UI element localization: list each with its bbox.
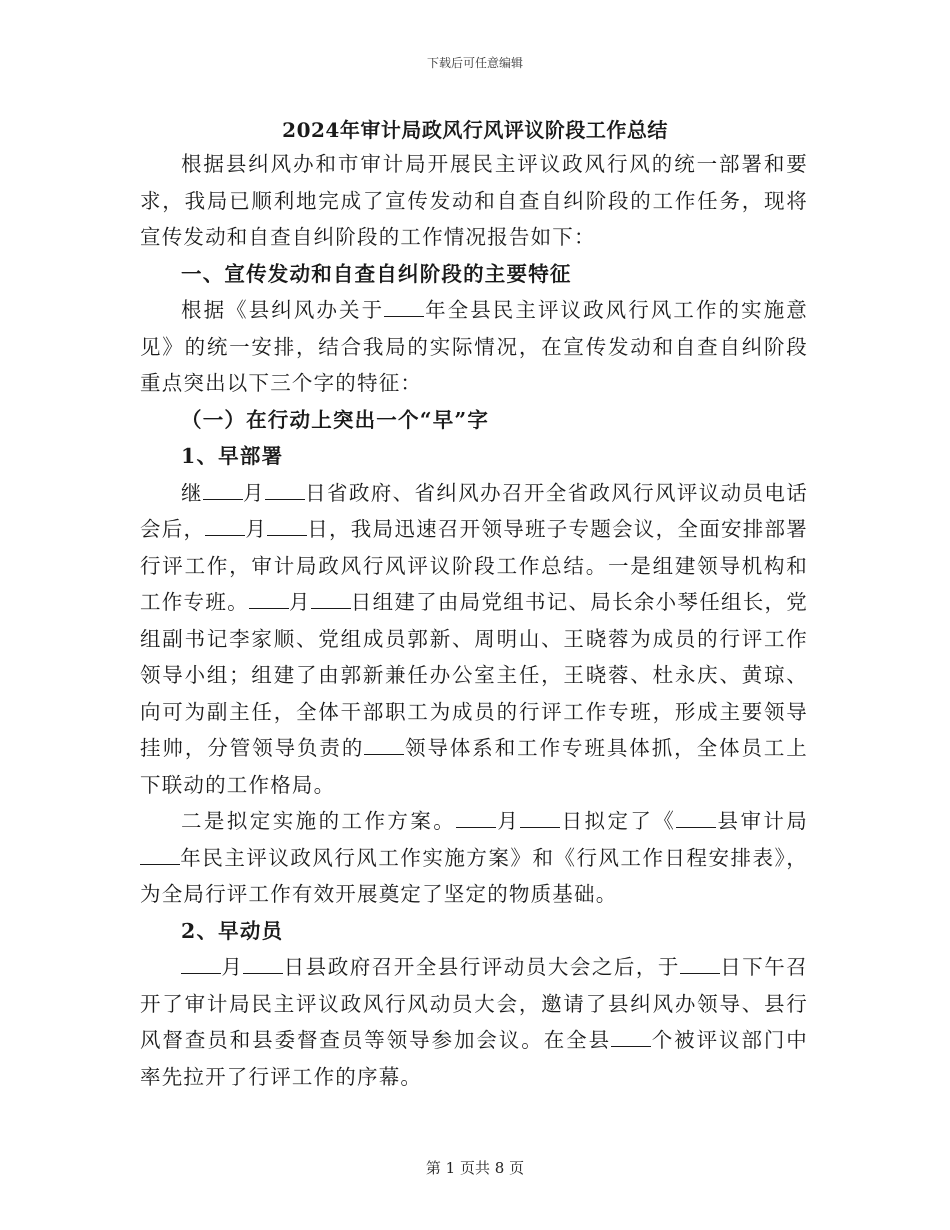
fill-blank bbox=[203, 480, 243, 499]
fill-blank bbox=[456, 809, 496, 828]
fill-blank bbox=[520, 809, 560, 828]
intro-paragraph: 根据县纠风办和市审计局开展民主评议政风行风的统一部署和要求，我局已顺利地完成了宣传发动和自查自纠阶段的工作任务，现将宣传发动和自查自纠阶段的工作情况报告如下： bbox=[140, 152, 808, 249]
document-title: 2024年审计局政风行风评议阶段工作总结 bbox=[282, 118, 668, 142]
item-heading-early-mobilize: 2、早动员 bbox=[181, 918, 284, 943]
fill-blank bbox=[311, 590, 351, 609]
fill-blank bbox=[384, 298, 424, 317]
fill-blank bbox=[265, 480, 305, 499]
item-heading-early-deploy: 1、早部署 bbox=[181, 444, 284, 468]
paragraph-early-mobilize: 月 日县政府召开全县行评动员大会之后，于 日下午召开了审计局民主评议政风行风动员大会，邀请了县纠风办领导、县行风督查员和县委督查员等领导参加会议。在全县 个被评议部门中率先拉开了行评工作的序幕。 bbox=[140, 955, 808, 1089]
section-heading-1: 一、宣传发动和自查自纠阶段的主要特征 bbox=[181, 261, 572, 286]
fill-blank bbox=[140, 845, 180, 864]
fill-blank bbox=[249, 590, 289, 609]
paragraph-early-deploy: 继 月 日省政府、省纠风办召开全省政风行风评议动员电话会后， 月 日，我局迅速召开领导班子专题会议，全面安排部署行评工作，审计局政风行风评议阶段工作总结。一是组建领导机构和工作专班。 月 日组建了由局党组书记、局长余小琴任组长，党组副书记李家顺、党组成员郭新、周明山、王晓蓉为成员的行评工作领导小组；组建了由郭新兼任办公室主任，王晓蓉、杜永庆、黄琼、向可为副主任，全体干部职工为成员的行评工作专班，形成主要领导挂帅，分管领导负责的 领导体系和工作专班具体抓，全体员工上下联动的工作格局。 bbox=[140, 480, 809, 797]
document-body bbox=[140, 146, 808, 1095]
fill-blank bbox=[676, 809, 716, 828]
page-number-footer: 第 1 页共 8 页 bbox=[425, 1159, 525, 1177]
paragraph-work-plan: 二是拟定实施的工作方案。 月 日拟定了《 县审计局年民主评议政风行风工作实施方案》和《行风工作日程安排表》，为全局行评工作有效开展奠定了坚定的物质基础。 bbox=[140, 809, 809, 906]
fill-blank bbox=[680, 955, 720, 974]
subsection-heading-early: （一）在行动上突出一个“早”字 bbox=[181, 407, 490, 432]
fill-blank bbox=[205, 517, 245, 536]
fill-blank bbox=[611, 1028, 651, 1047]
fill-blank bbox=[364, 736, 404, 755]
download-note: 下载后可任意编辑 bbox=[426, 56, 523, 70]
fill-blank bbox=[267, 517, 307, 536]
fill-blank bbox=[243, 955, 283, 974]
fill-blank bbox=[181, 955, 221, 974]
paragraph-implementation: 根据《县纠风办关于 年全县民主评议政风行风工作的实施意见》的统一安排，结合我局的实际情况，在宣传发动和自查自纠阶段重点突出以下三个字的特征： bbox=[140, 298, 808, 395]
